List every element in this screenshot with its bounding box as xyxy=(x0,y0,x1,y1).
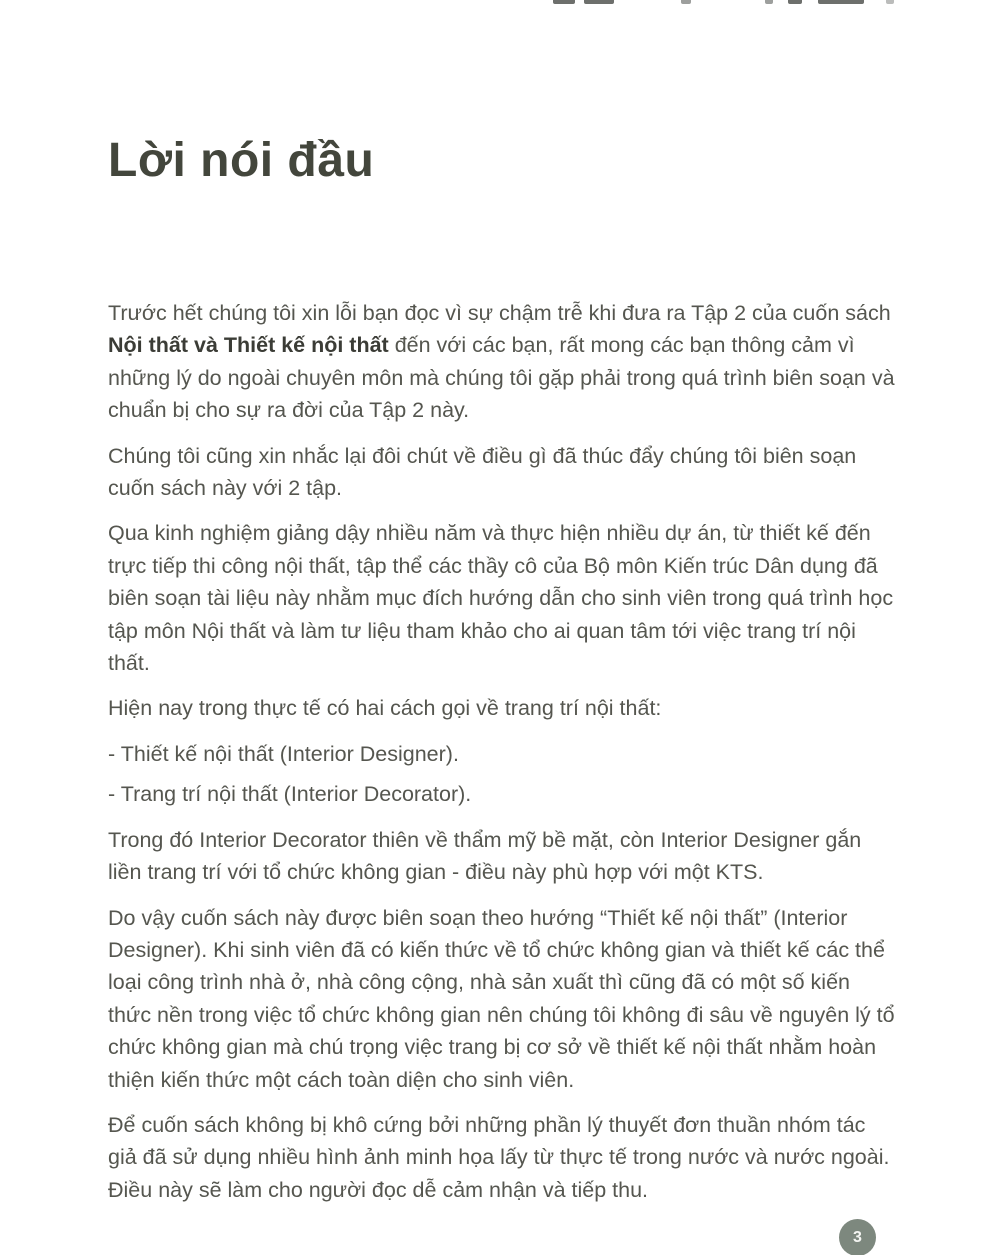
paragraph: Qua kinh nghiệm giảng dậy nhiều năm và thực hiện nhiều dự án, từ thiết kế đến trực tiếp thi công nội thất, tập thể các thầy cô của Bộ môn Kiến trúc Dân dụng đã biên soạn tài liệu này nhằm mục đích hướng dẫn cho sinh viên trong quá trình học tập môn Nội thất và làm tư liệu tham khảo cho ai quan tâm tới việc trang trí nội thất. xyxy=(108,521,894,676)
list-item: - Thiết kế nội thất (Interior Designer). xyxy=(108,741,459,766)
list-item: - Trang trí nội thất (Interior Decorator). xyxy=(108,782,472,807)
scan-artifact xyxy=(765,0,773,4)
page-number-badge: 3 xyxy=(839,1219,876,1255)
paragraph-intro-post: đến với các bạn, rất mong các bạn thông cảm vì những lý do ngoài chuyên môn mà chúng tôi gặp phải trong quá trình biên soạn và chuẩn bị cho sự ra đời của Tập 2 này. xyxy=(108,333,895,423)
paragraph: Hiện nay trong thực tế có hai cách gọi về trang trí nội thất: xyxy=(108,696,662,721)
scan-artifact xyxy=(584,0,614,4)
scan-artifact xyxy=(818,0,864,4)
book-title-bold: Nội thất và Thiết kế nội thất xyxy=(108,333,389,358)
scan-artifact xyxy=(553,0,575,4)
scan-artifact xyxy=(788,0,802,4)
paragraph-intro-pre: Trước hết chúng tôi xin lỗi bạn đọc vì sự chậm trễ khi đưa ra Tập 2 của cuốn sách xyxy=(108,301,891,325)
paragraph: Trong đó Interior Decorator thiên về thẩm mỹ bề mặt, còn Interior Designer gắn liền trang trí với tổ chức không gian - điều này phù hợp với một KTS. xyxy=(108,827,862,885)
scan-artifact xyxy=(681,0,691,4)
paragraph: Do vậy cuốn sách này được biên soạn theo hướng “Thiết kế nội thất” (Interior Designer). Khi sinh viên đã có kiến thức về tổ chức không gian và thiết kế các thể loại công trình nhà ở, nhà công cộng, nhà sản xuất thì cũng đã có một số kiến thức nền trong việc tổ chức không gian nên chúng tôi không đi sâu về nguyên lý tổ chức không gian mà chú trọng việc trang bị cơ sở về thiết kế nội thất nhằm hoàn thiện kiến thức một cách toàn diện cho sinh viên. xyxy=(108,905,895,1092)
page-title: Lời nói đầu xyxy=(108,134,375,187)
paragraph: Để cuốn sách không bị khô cứng bởi những phần lý thuyết đơn thuần nhóm tác giả đã sử dụng nhiều hình ảnh minh họa lấy từ thực tế trong nước và nước ngoài. Điều này sẽ làm cho người đọc dễ cảm nhận và tiếp thu. xyxy=(108,1112,890,1202)
foreword-body xyxy=(108,297,896,1219)
scan-artifact xyxy=(886,0,894,4)
paragraph: Chúng tôi cũng xin nhắc lại đôi chút về điều gì đã thúc đẩy chúng tôi biên soạn cuốn sách này với 2 tập. xyxy=(108,443,857,501)
paragraph-intro xyxy=(108,297,896,427)
